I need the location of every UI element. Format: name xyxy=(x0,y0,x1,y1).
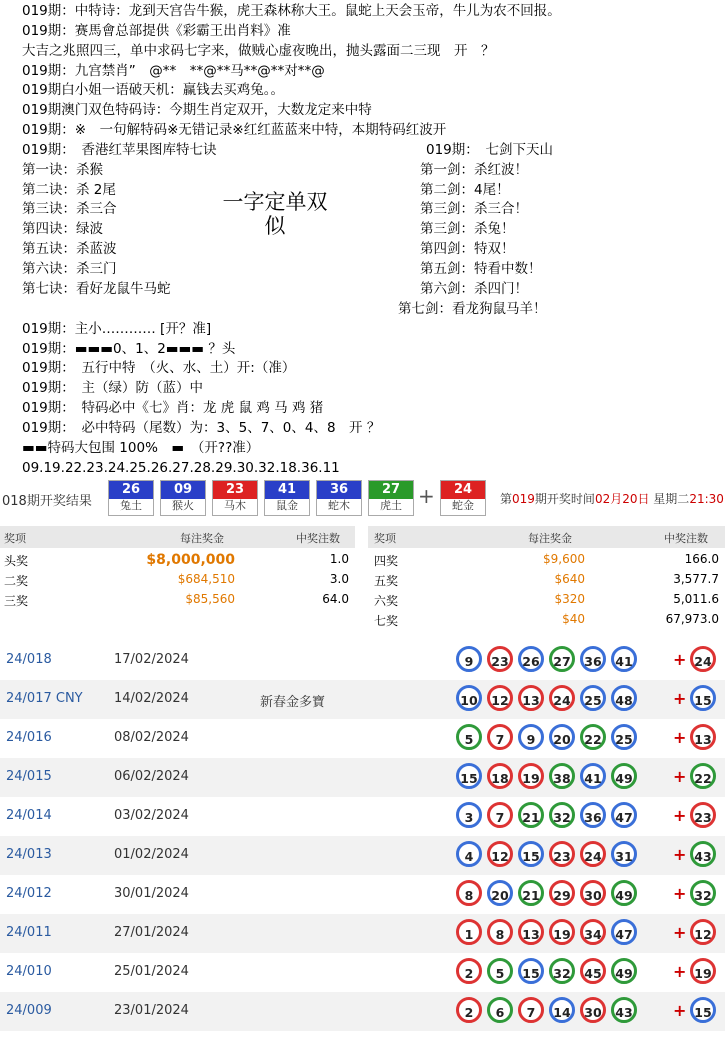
text-line: 019期：▬▬▬0、1、2▬▬▬ ？头 xyxy=(22,341,236,357)
text-line: 第四诀：绿波 xyxy=(22,221,103,237)
draw-date: 08/02/2024 xyxy=(114,730,189,745)
ball-number: 36 xyxy=(317,481,361,499)
text-line: 019期： 特码必中《七》肖：龙 虎 鼠 鸡 马 鸡 猪 xyxy=(22,400,324,416)
history-ball: 47 xyxy=(611,802,637,828)
history-ball: 49 xyxy=(611,880,637,906)
history-ball: 20 xyxy=(487,880,513,906)
history-ball: 12 xyxy=(487,841,513,867)
history-row xyxy=(0,953,725,992)
result-ball xyxy=(440,480,486,516)
prize-amount: $8,000,000 xyxy=(146,552,235,568)
text-line: 019期： 必中特码（尾数）为：3、5、7、0、4、8 开 ？ xyxy=(22,420,381,436)
ball-zodiac: 鼠金 xyxy=(276,499,298,512)
ball-number: 09 xyxy=(161,481,205,499)
draw-id[interactable]: 24/014 xyxy=(6,808,52,823)
text-line: 第七诀：看好龙鼠牛马蛇 xyxy=(22,281,171,297)
history-ball: 30 xyxy=(580,880,606,906)
prize-header-left: 奖项 每注奖金 中奖注数 xyxy=(0,526,355,548)
text-line: 019期： 七剑下天山 xyxy=(426,142,554,158)
prize-count: 3,577.7 xyxy=(673,572,719,586)
draw-date: 01/02/2024 xyxy=(114,847,189,862)
history-ball: 18 xyxy=(487,763,513,789)
text-line: 019期白小姐一语破天机：赢钱去买鸡兔。。 xyxy=(22,82,285,98)
draw-id[interactable]: 24/010 xyxy=(6,964,52,979)
ball-zodiac: 马木 xyxy=(224,499,246,512)
ball-number: 26 xyxy=(109,481,153,499)
ball-zodiac: 蛇木 xyxy=(328,499,350,512)
text-line: 09.19.22.23.24.25.26.27.28.29.30.32.18.36.11 xyxy=(22,460,340,476)
history-ball: 15 xyxy=(518,841,544,867)
history-ball: 48 xyxy=(611,685,637,711)
history-ball: 41 xyxy=(580,763,606,789)
history-ball: 2 xyxy=(456,958,482,984)
prize-name: 五奖 xyxy=(374,574,399,588)
history-ball: 36 xyxy=(580,646,606,672)
history-special-ball: 24 xyxy=(690,646,716,672)
ball-number: 23 xyxy=(213,481,257,499)
prize-name: 七奖 xyxy=(374,614,399,628)
draw-note: 新春金多寶 xyxy=(260,695,326,710)
text-line: 第五诀：杀蓝波 xyxy=(22,241,117,257)
draw-date: 30/01/2024 xyxy=(114,886,189,901)
history-ball: 41 xyxy=(611,646,637,672)
result-ball xyxy=(264,480,310,516)
history-ball: 25 xyxy=(580,685,606,711)
ball-zodiac: 蛇金 xyxy=(452,499,474,512)
prize-amount: $85,560 xyxy=(185,592,235,606)
history-ball: 43 xyxy=(611,997,637,1023)
history-ball: 19 xyxy=(518,763,544,789)
history-ball: 14 xyxy=(549,997,575,1023)
headline-line-1: 一字定单双 xyxy=(222,190,328,214)
draw-id[interactable]: 24/011 xyxy=(6,925,52,940)
text-line: 019期：中特诗：龙到天宫告牛猴，虎王森林称大王。鼠蛇上天会玉帝，牛儿为农不回报。 xyxy=(22,3,561,19)
history-row xyxy=(0,914,725,953)
text-line: 019期：九宫禁肖” @** **@**马**@**对**@ xyxy=(22,63,325,79)
plus-sign: + xyxy=(673,689,687,708)
prize-name: 四奖 xyxy=(374,554,399,568)
draw-id[interactable]: 24/009 xyxy=(6,1003,52,1018)
prize-row xyxy=(370,610,725,630)
result-ball xyxy=(160,480,206,516)
plus-sign: + xyxy=(673,1001,687,1020)
history-ball: 21 xyxy=(518,802,544,828)
history-ball: 23 xyxy=(549,841,575,867)
prize-amount: $640 xyxy=(554,572,585,586)
history-special-ball: 19 xyxy=(690,958,716,984)
history-ball: 27 xyxy=(549,646,575,672)
history-special-ball: 22 xyxy=(690,763,716,789)
history-ball: 24 xyxy=(580,841,606,867)
prize-name: 头奖 xyxy=(4,554,29,568)
ball-zodiac: 猴火 xyxy=(172,499,194,512)
history-ball: 24 xyxy=(549,685,575,711)
draw-result-bar xyxy=(0,478,725,516)
history-ball: 29 xyxy=(549,880,575,906)
history-row xyxy=(0,758,725,797)
next-draw-time: 第019期开奖时间02月20日 星期二21:30 xyxy=(500,492,724,506)
ball-number: 27 xyxy=(369,481,413,499)
history-ball: 32 xyxy=(549,802,575,828)
plus-sign: + xyxy=(673,806,687,825)
history-row xyxy=(0,680,725,719)
plus-sign: + xyxy=(673,884,687,903)
ball-number: 24 xyxy=(441,481,485,499)
history-special-ball: 15 xyxy=(690,685,716,711)
result-ball xyxy=(316,480,362,516)
history-ball: 45 xyxy=(580,958,606,984)
prize-amount: $40 xyxy=(562,612,585,626)
text-line: 第四剑：特双！ xyxy=(420,241,515,257)
plus-sign: + xyxy=(418,484,435,508)
ball-number: 41 xyxy=(265,481,309,499)
prize-amount: $9,600 xyxy=(543,552,585,566)
prize-count: 3.0 xyxy=(329,572,349,586)
history-ball: 21 xyxy=(518,880,544,906)
text-line: 第一剑：杀红波！ xyxy=(420,162,528,178)
draw-date: 06/02/2024 xyxy=(114,769,189,784)
ball-zodiac: 兔土 xyxy=(120,499,142,512)
text-line: 大吉之兆照四三，单中求码七字来，做贼心虚夜晚出，抛头露面二三现 开 ？ xyxy=(22,43,495,59)
plus-sign: + xyxy=(673,767,687,786)
draw-id[interactable]: 24/012 xyxy=(6,886,52,901)
draw-id[interactable]: 24/016 xyxy=(6,730,52,745)
history-ball: 4 xyxy=(456,841,482,867)
text-line: 019期： 主（绿）防（蓝）中 xyxy=(22,380,204,396)
history-row xyxy=(0,992,725,1031)
text-line: 第五剑：特看中数！ xyxy=(420,261,542,277)
prize-name: 二奖 xyxy=(4,574,29,588)
history-special-ball: 15 xyxy=(690,997,716,1023)
history-ball: 49 xyxy=(611,763,637,789)
draw-date: 17/02/2024 xyxy=(114,652,189,667)
history-ball: 7 xyxy=(518,997,544,1023)
history-ball: 49 xyxy=(611,958,637,984)
history-special-ball: 43 xyxy=(690,841,716,867)
plus-sign: + xyxy=(673,923,687,942)
history-ball: 1 xyxy=(456,919,482,945)
prize-count: 166.0 xyxy=(684,552,719,566)
text-line: 019期：主小………… [开？准] xyxy=(22,321,212,337)
draw-id[interactable]: 24/018 xyxy=(6,652,52,667)
text-line: 019期： 五行中特 （火、水、土）开:（准） xyxy=(22,360,296,376)
result-ball xyxy=(368,480,414,516)
draw-date: 23/01/2024 xyxy=(114,1003,189,1018)
plus-sign: + xyxy=(673,650,687,669)
text-line: 第六剑：杀四门！ xyxy=(420,281,528,297)
history-ball: 32 xyxy=(549,958,575,984)
prize-row xyxy=(370,570,725,590)
text-line: 019期澳门双色特码诗：今期生肖定双开，大数龙定来中特 xyxy=(22,102,372,118)
text-line: 第二剑：4尾！ xyxy=(420,182,510,198)
prize-amount: $684,510 xyxy=(177,572,235,586)
text-line: 019期：赛馬會总部提供《彩霸王出肖料》准 xyxy=(22,23,291,39)
text-line: 019期： 香港红苹果图库特七诀 xyxy=(22,142,217,158)
prize-row xyxy=(0,570,355,590)
text-line: 第三诀：杀三合 xyxy=(22,201,117,217)
headline-single-double xyxy=(210,190,340,238)
history-ball: 5 xyxy=(456,724,482,750)
history-row xyxy=(0,719,725,758)
prize-count: 64.0 xyxy=(322,592,349,606)
history-special-ball: 13 xyxy=(690,724,716,750)
prize-count: 1.0 xyxy=(329,552,349,566)
history-ball: 8 xyxy=(456,880,482,906)
history-ball: 47 xyxy=(611,919,637,945)
history-ball: 30 xyxy=(580,997,606,1023)
prize-name: 三奖 xyxy=(4,594,29,608)
history-ball: 26 xyxy=(518,646,544,672)
text-line: 第六诀：杀三门 xyxy=(22,261,117,277)
history-row xyxy=(0,641,725,680)
draw-id[interactable]: 24/013 xyxy=(6,847,52,862)
history-row xyxy=(0,797,725,836)
plus-sign: + xyxy=(673,728,687,747)
prize-count: 67,973.0 xyxy=(665,612,719,626)
history-ball: 9 xyxy=(518,724,544,750)
headline-line-2: 似 xyxy=(264,214,286,238)
text-line: 019期：※ 一句解特码※无错记录※红红蓝蓝来中特，本期特码红波开 xyxy=(22,122,447,138)
history-special-ball: 23 xyxy=(690,802,716,828)
draw-date: 25/01/2024 xyxy=(114,964,189,979)
draw-id[interactable]: 24/015 xyxy=(6,769,52,784)
history-ball: 38 xyxy=(549,763,575,789)
history-ball: 8 xyxy=(487,919,513,945)
text-line: 第一诀：杀猴 xyxy=(22,162,103,178)
history-ball: 12 xyxy=(487,685,513,711)
prize-row xyxy=(370,590,725,610)
result-ball xyxy=(108,480,154,516)
plus-sign: + xyxy=(673,845,687,864)
draw-date: 14/02/2024 xyxy=(114,691,189,706)
history-ball: 22 xyxy=(580,724,606,750)
ball-zodiac: 虎土 xyxy=(380,499,402,512)
history-ball: 13 xyxy=(518,685,544,711)
result-ball xyxy=(212,480,258,516)
draw-date: 03/02/2024 xyxy=(114,808,189,823)
history-ball: 20 xyxy=(549,724,575,750)
history-ball: 7 xyxy=(487,802,513,828)
history-special-ball: 32 xyxy=(690,880,716,906)
text-line: 第三剑：杀三合！ xyxy=(420,201,528,217)
history-row xyxy=(0,836,725,875)
history-row xyxy=(0,875,725,914)
draw-date: 27/01/2024 xyxy=(114,925,189,940)
history-ball: 10 xyxy=(456,685,482,711)
text-line: 第三剑：杀兔！ xyxy=(420,221,515,237)
history-ball: 2 xyxy=(456,997,482,1023)
history-ball: 13 xyxy=(518,919,544,945)
prize-amount: $320 xyxy=(554,592,585,606)
text-line: 第七剑：看龙狗鼠马羊！ xyxy=(398,301,547,317)
history-ball: 34 xyxy=(580,919,606,945)
prize-header-right: 奖项 每注奖金 中奖注数 xyxy=(368,526,725,548)
history-ball: 7 xyxy=(487,724,513,750)
text-line: ▬▬特码大包围 100% ▬ （开??准） xyxy=(22,440,260,456)
prize-row xyxy=(370,550,725,570)
history-ball: 9 xyxy=(456,646,482,672)
history-ball: 3 xyxy=(456,802,482,828)
history-ball: 15 xyxy=(456,763,482,789)
prize-count: 5,011.6 xyxy=(673,592,719,606)
draw-id[interactable]: 24/017 CNY xyxy=(6,691,83,706)
history-special-ball: 12 xyxy=(690,919,716,945)
history-ball: 31 xyxy=(611,841,637,867)
prize-row xyxy=(0,590,355,610)
plus-sign: + xyxy=(673,962,687,981)
history-ball: 6 xyxy=(487,997,513,1023)
history-ball: 23 xyxy=(487,646,513,672)
history-ball: 25 xyxy=(611,724,637,750)
history-ball: 5 xyxy=(487,958,513,984)
history-ball: 36 xyxy=(580,802,606,828)
result-title: 018期开奖结果 xyxy=(2,494,92,509)
text-line: 第二诀：杀 2尾 xyxy=(22,182,116,198)
prize-row xyxy=(0,550,355,570)
history-ball: 15 xyxy=(518,958,544,984)
prize-name: 六奖 xyxy=(374,594,399,608)
history-ball: 19 xyxy=(549,919,575,945)
